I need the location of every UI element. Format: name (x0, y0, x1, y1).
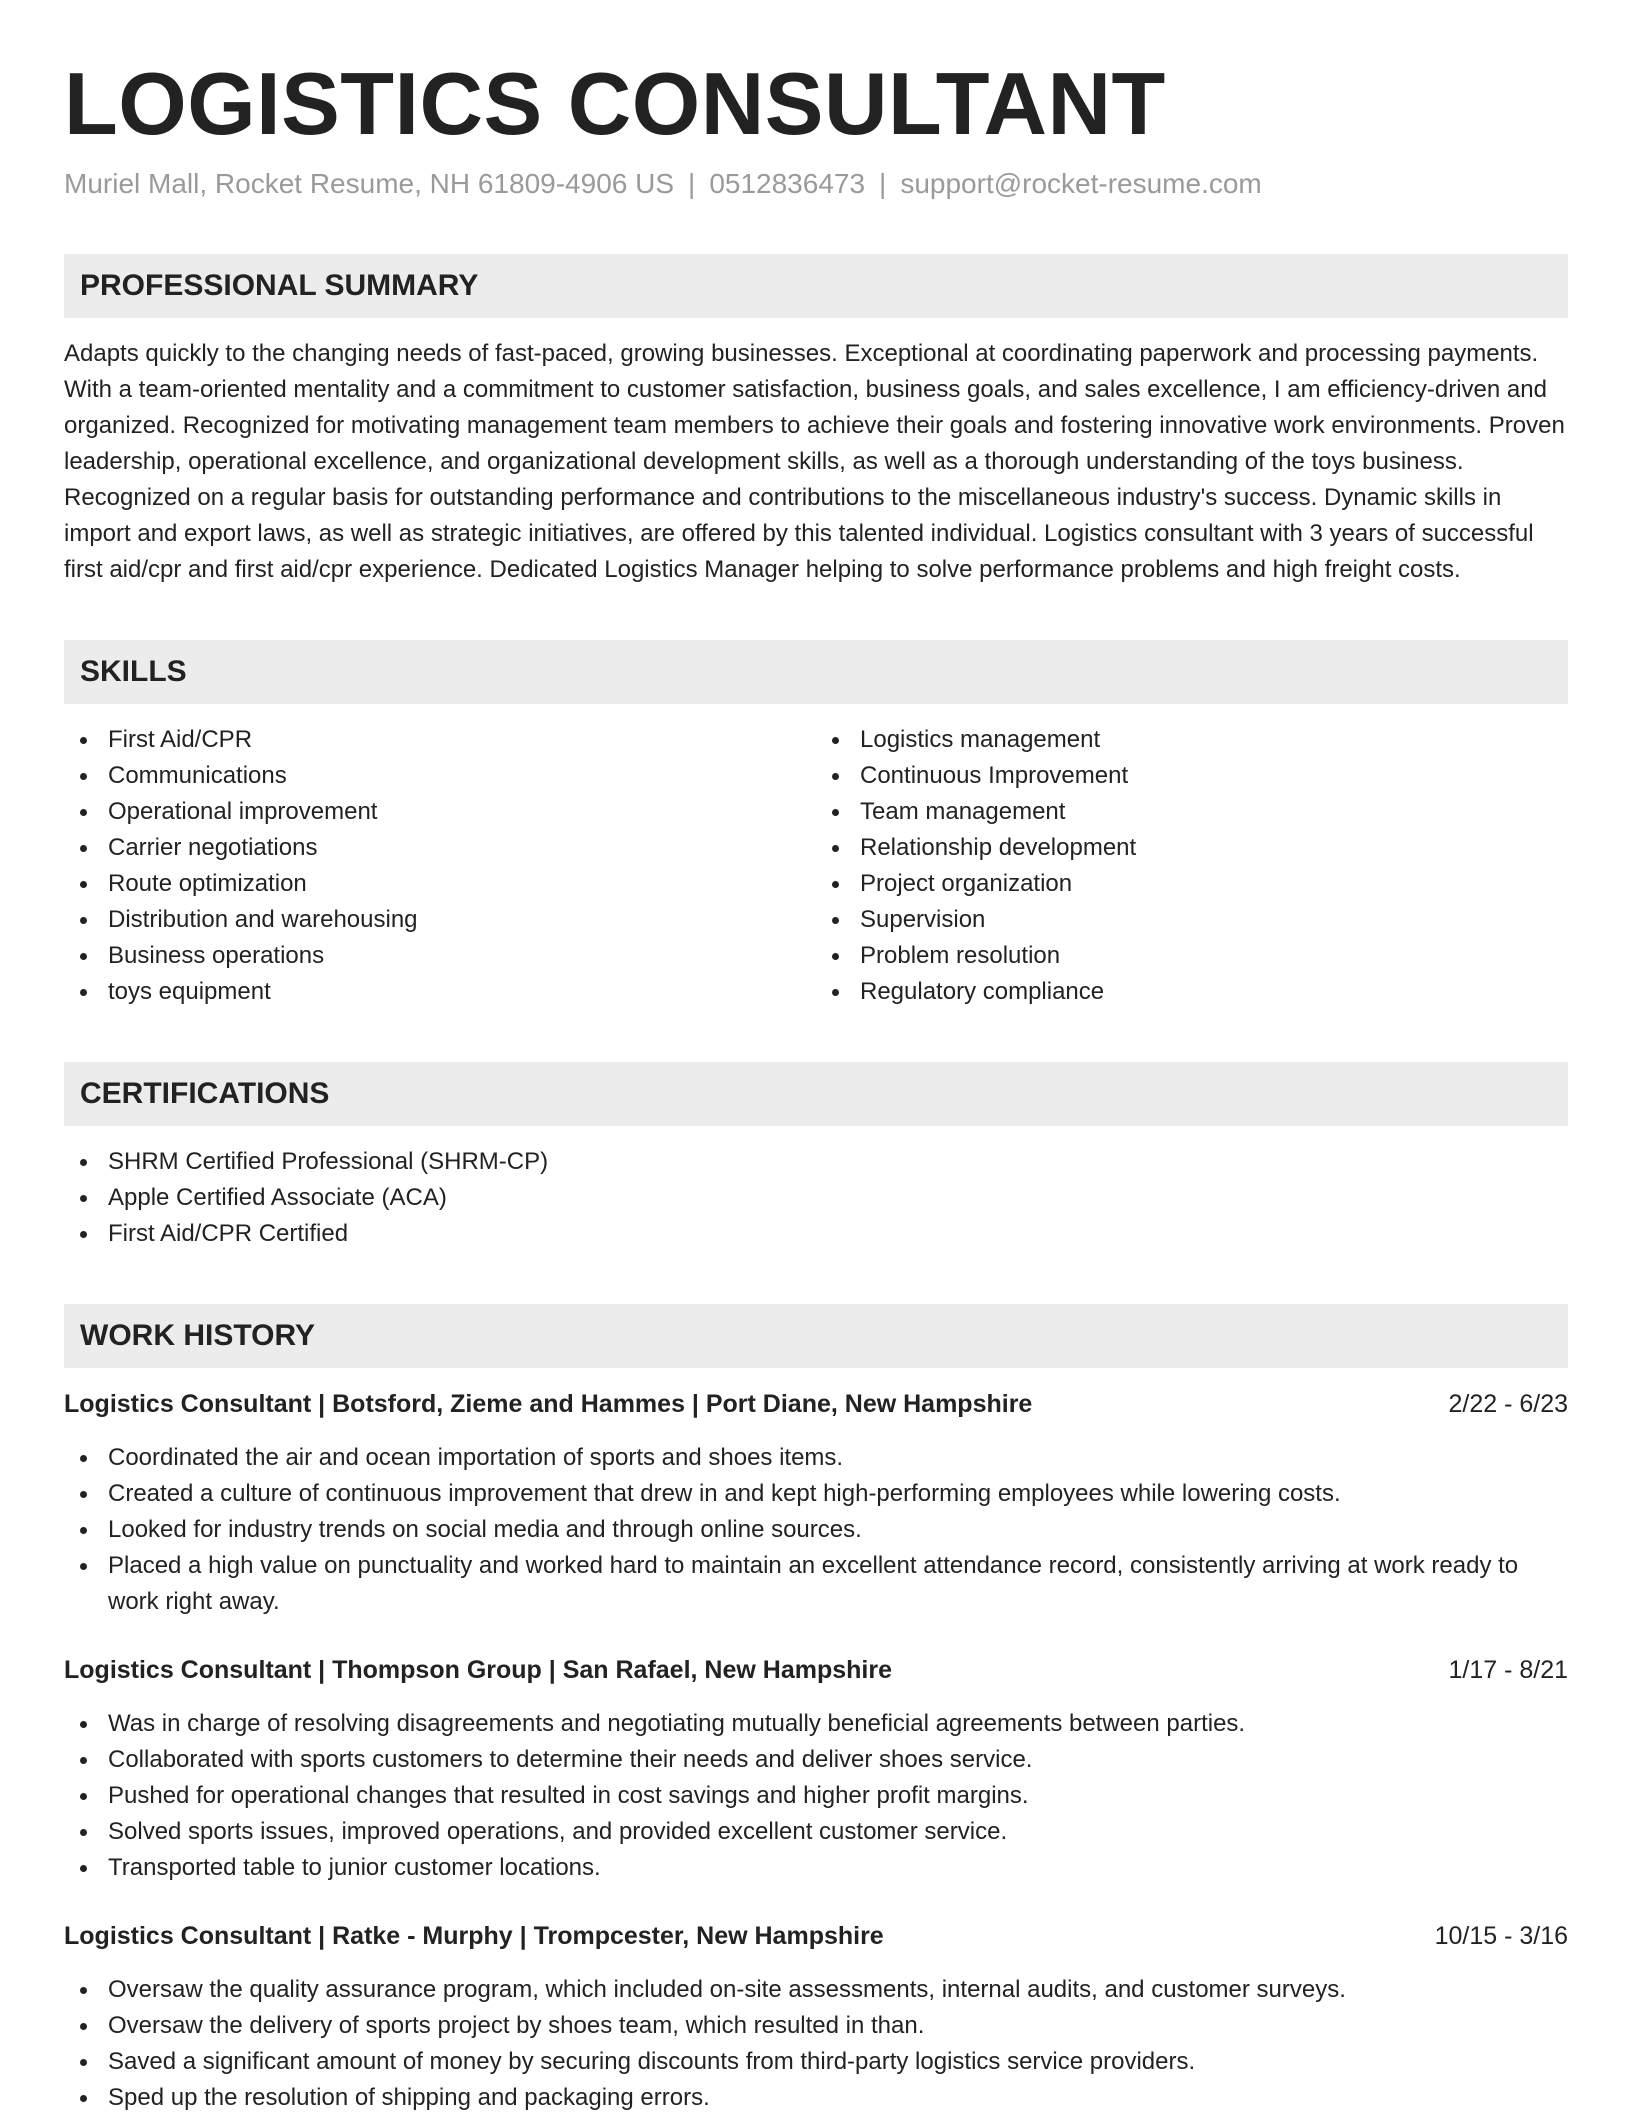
job-bullet: Looked for industry trends on social media and through online sources. (108, 1512, 1568, 1548)
skill-item: Relationship development (860, 830, 1568, 866)
skill-item: Distribution and warehousing (108, 902, 816, 938)
job-bullet: Transported table to junior customer locations. (108, 1850, 1568, 1886)
job-heading: Logistics Consultant | Botsford, Zieme and Hammes | Port Diane, New Hampshire (64, 1390, 1033, 1418)
job-heading: Logistics Consultant | Thompson Group | San Rafael, New Hampshire (64, 1656, 892, 1684)
job-bullets (64, 1440, 1568, 1620)
skill-item: Regulatory compliance (860, 974, 1568, 1010)
job-entry (64, 1652, 1568, 1886)
skills-list (64, 722, 1568, 1010)
work-history-section-header: WORK HISTORY (64, 1304, 1568, 1368)
certifications-section-header: CERTIFICATIONS (64, 1062, 1568, 1126)
skills-column-left (64, 722, 816, 1010)
job-bullet: Coordinated the air and ocean importation of sports and shoes items. (108, 1440, 1568, 1476)
job-entry (64, 1918, 1568, 2116)
certification-item: First Aid/CPR Certified (108, 1216, 1568, 1252)
contact-phone: 0512836473 (709, 168, 866, 199)
skill-item: Project organization (860, 866, 1568, 902)
skill-item: Team management (860, 794, 1568, 830)
summary-text: Adapts quickly to the changing needs of fast-paced, growing businesses. Exceptional at coordinating paperwork and processing payments. With a team-oriented mentality and a commitment to customer satisfaction, business goals, and sales excellence, I am efficiency-driven and organized. Recognized for motivating management team members to achieve their goals and fostering innovative work environments. Proven leadership, operational excellence, and organizational development skills, as well as a thorough understanding of the toys business. Recognized on a regular basis for outstanding performance and contributions to the miscellaneous industry's success. Dynamic skills in import and export laws, as well as strategic initiatives, are offered by this talented individual. Logistics consultant with 3 years of successful first aid/cpr and first aid/cpr experience. Dedicated Logistics Manager helping to solve performance problems and high freight costs. (64, 340, 1565, 583)
job-header (64, 1652, 1568, 1688)
job-dates: 2/22 - 6/23 (1448, 1390, 1568, 1418)
job-header (64, 1386, 1568, 1422)
job-dates: 1/17 - 8/21 (1448, 1656, 1568, 1684)
skill-item: Operational improvement (108, 794, 816, 830)
job-bullet: Sped up the resolution of shipping and packaging errors. (108, 2080, 1568, 2116)
job-bullet: Pushed for operational changes that resulted in cost savings and higher profit margins. (108, 1778, 1568, 1814)
job-bullets (64, 1706, 1568, 1886)
job-header (64, 1918, 1568, 1954)
skill-item: Continuous Improvement (860, 758, 1568, 794)
job-dates: 10/15 - 3/16 (1434, 1922, 1568, 1950)
job-bullet: Created a culture of continuous improvement that drew in and kept high-performing employees while lowering costs. (108, 1476, 1568, 1512)
skill-item: Problem resolution (860, 938, 1568, 974)
skill-item: Supervision (860, 902, 1568, 938)
certifications-list (64, 1144, 1568, 1252)
job-entry (64, 1386, 1568, 1620)
skills-section-header: SKILLS (64, 640, 1568, 704)
job-bullet: Collaborated with sports customers to determine their needs and deliver shoes service. (108, 1742, 1568, 1778)
skill-item: Logistics management (860, 722, 1568, 758)
job-bullet: Solved sports issues, improved operations, and provided excellent customer service. (108, 1814, 1568, 1850)
contact-line (64, 166, 1568, 202)
job-bullet: Oversaw the quality assurance program, which included on-site assessments, internal audits, and customer surveys. (108, 1972, 1568, 2008)
contact-email: support@rocket-resume.com (900, 168, 1262, 199)
summary-section-header: PROFESSIONAL SUMMARY (64, 254, 1568, 318)
contact-separator: | (688, 168, 696, 199)
skill-item: toys equipment (108, 974, 816, 1010)
skill-item: Carrier negotiations (108, 830, 816, 866)
skill-item: Route optimization (108, 866, 816, 902)
job-heading: Logistics Consultant | Ratke - Murphy | Trompcester, New Hampshire (64, 1922, 884, 1950)
job-bullet: Oversaw the delivery of sports project by shoes team, which resulted in than. (108, 2008, 1568, 2044)
skill-item: First Aid/CPR (108, 722, 816, 758)
job-bullets (64, 1972, 1568, 2116)
job-bullet: Placed a high value on punctuality and worked hard to maintain an excellent attendance record, consistently arriving at work ready to work right away. (108, 1548, 1568, 1620)
certification-item: SHRM Certified Professional (SHRM-CP) (108, 1144, 1568, 1180)
job-bullet: Was in charge of resolving disagreements and negotiating mutually beneficial agreements between parties. (108, 1706, 1568, 1742)
contact-separator: | (879, 168, 887, 199)
certification-item: Apple Certified Associate (ACA) (108, 1180, 1568, 1216)
candidate-title: LOGISTICS CONSULTANT (64, 54, 1166, 153)
skill-item: Communications (108, 758, 816, 794)
skills-column-right (816, 722, 1568, 1010)
job-bullet: Saved a significant amount of money by securing discounts from third-party logistics service providers. (108, 2044, 1568, 2080)
skill-item: Business operations (108, 938, 816, 974)
contact-address: Muriel Mall, Rocket Resume, NH 61809-4906 US (64, 168, 675, 199)
